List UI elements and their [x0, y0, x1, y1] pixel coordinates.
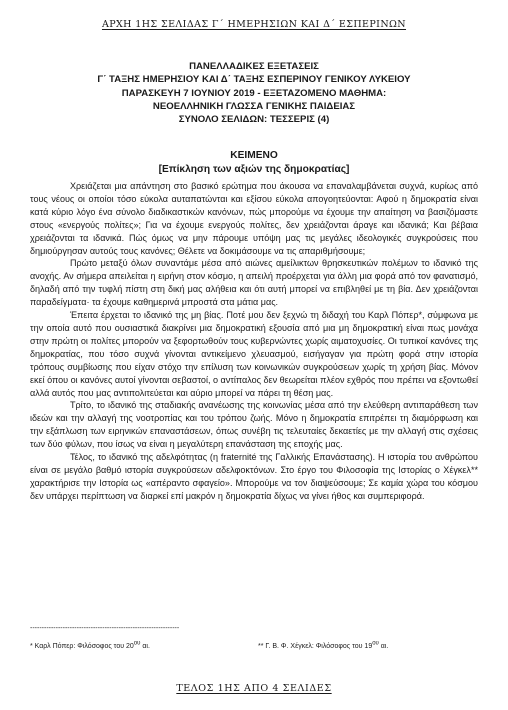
paragraph: Τέλος, το ιδανικό της αδελφότητας (η fraternité της Γαλλικής Επανάστασης). Η ιστορία του ανθρώπου είναι σε μεγάλο βαθμό ιστορία συγκρούσεων αδελφοκτόνων. Στο έργο του Φιλοσοφία της Ιστορίας ο Χέγκελ** χαρακτήρισε την Ιστορία ως «απέραντο σφαγείο». Μπορούμε να τον διαψεύσουμε; Σε καμία χώρα του κόσμου δεν υπάρχει περίπτωση να διαρκεί επί μακρόν η δημοκρατία δίχως να γίνει ήθος και συμπεριφορά. [30, 452, 478, 501]
footnote-popper-sup: ου [133, 640, 141, 647]
section-label: ΚΕΙΜΕΝΟ [230, 150, 278, 161]
footnote-popper-suffix: αι. [140, 643, 150, 650]
title-line-classes: Γ΄ ΤΑΞΗΣ ΗΜΕΡΗΣΙΟΥ ΚΑΙ Δ΄ ΤΑΞΗΣ ΕΣΠΕΡΙΝΟΥ ΓΕΝΙΚΟΥ ΛΥΚΕΙΟΥ [97, 74, 411, 86]
title-line-course: ΝΕΟΕΛΛΗΝΙΚΗ ΓΛΩΣΣΑ ΓΕΝΙΚΗΣ ΠΑΙΔΕΙΑΣ [152, 100, 356, 112]
footnote-separator: ---------------------------------------------------------------- [30, 625, 180, 632]
paragraph: Έπειτα έρχεται το ιδανικό της μη βίας. Ποτέ μου δεν ξεχνώ τη διδαχή του Καρλ Πόπερ*, σύμφωνα με την οποία αυτό που ουσιαστικά διακρίνει μια δημοκρατική εξουσία από μια μη δημοκρατική είναι πως μονάχα στην πρώτη οι πολίτες μπορούν να ξεφορτωθούν τους κυβερνώντες χωρίς αιματοχυσίες. Οι τυπικοί κανόνες της δημοκρατίας, που τόσο συχνά γίνονται αντικείμενο χλευασμού, εισήγαγαν για πρώτη φορά στην ιστορία τρόπους συμβίωσης που είχαν στόχο την επίλυση των κοινωνικών συγκρούσεων χωρίς τη χρήση βίας. Μόνον εκεί όπου οι κανόνες αυτοί γίνονται σεβαστοί, ο αντίπαλος δεν θεωρείται πλέον εχθρός που πρέπει να εξοντωθεί αλλά αυτός που μας αντιπολιτεύεται και αύριο μπορεί να πάρει τη θέση μας. [30, 310, 478, 398]
footnote-hegel [258, 640, 389, 650]
page-footer: ΤΕΛΟΣ 1ΗΣ ΑΠΟ 4 ΣΕΛΙΔΕΣ [176, 683, 332, 694]
footnote-popper-text: * Καρλ Πόπερ: Φιλόσοφος του 20 [30, 643, 134, 650]
title-line-page-count: ΣΥΝΟΛΟ ΣΕΛΙΔΩΝ: ΤΕΣΣΕΡΙΣ (4) [178, 114, 330, 126]
footnote-hegel-text: ** Γ. Β. Φ. Χέγκελ: Φιλόσοφος του 19 [258, 643, 373, 650]
footnote-hegel-sup: ου [372, 640, 379, 647]
footnote-popper [30, 640, 150, 650]
page-header: ΑΡΧΗ 1ΗΣ ΣΕΛΙΔΑΣ Γ΄ ΗΜΕΡΗΣΙΩΝ ΚΑΙ Δ΄ ΕΣΠΕΡΙΝΩΝ [101, 19, 407, 30]
exam-title-block [0, 60, 508, 126]
section-subtitle: [Επίκληση των αξιών της δημοκρατίας] [158, 164, 350, 175]
footnote-hegel-suffix: αι. [378, 643, 389, 650]
title-line-exams: ΠΑΝΕΛΛΑΔΙΚΕΣ ΕΞΕΤΑΣΕΙΣ [189, 61, 319, 72]
title-line-date-subject: ΠΑΡΑΣΚΕΥΗ 7 ΙΟΥΝΙΟΥ 2019 - ΕΞΕΤΑΖΟΜΕΝΟ ΜΑΘΗΜΑ: [121, 87, 387, 99]
text-body [30, 180, 478, 503]
paragraph: Τρίτο, το ιδανικό της σταδιακής ανανέωσης της κοινωνίας μέσα από την ελεύθερη αντιπαράθεση των ιδεών και την αλλαγή της νοοτροπίας και του τρόπου ζωής. Μόνο η δημοκρατία επιτρέπει τη διαμόρφωση και την εξάπλωση των ειρηνικών επαναστάσεων, όπως συνέβη τις τελευταίες δεκαετίες με την αλλαγή στις σχέσεις των δύο φύλων, που ίσως να είναι η μεγαλύτερη επανάσταση της εποχής μας. [30, 400, 478, 450]
paragraph: Πρώτο μεταξύ όλων συναντάμε μέσα από αιώνες αμείλικτων θρησκευτικών πολέμων το ιδανικό της ανοχής. Αν σήμερα απειλείται η ειρήνη στον κόσμο, η απειλή προέρχεται για άλλη μια φορά από τον φανατισμό, δηλαδή από την τυφλή πίστη στη δική μας αλήθεια και ότι αυτή μπορεί να επιβληθεί με τη βία. Δεν χρειάζονται παραδείγματα· τα έχουμε καθημερινά μπροστά στα μάτια μας. [30, 258, 478, 308]
section-heading [0, 149, 508, 177]
paragraph: Χρειάζεται μια απάντηση στο βασικό ερώτημα που άκουσα να επαναλαμβάνεται συχνά, κυρίως από τους νέους οι οποίοι τόσο εύκολα αυταπατώνται και εξίσου εύκολα απογοητεύονται: Αφού η δημοκρατία είναι κατά κύριο λόγο ένα σύνολο διαδικαστικών κανόνων, πώς μπορούμε να έχουμε την απαίτηση να βασιζόμαστε στους «ενεργούς πολίτες»; Για να έχουμε ενεργούς πολίτες, δεν χρειάζονται άραγε και ιδανικά; Και βέβαια χρειάζονται τα ιδανικά. Πώς όμως να μην πάρουμε υπόψη μας τις μεγάλες ιδεολογικές συγκρούσεις που δημιούργησαν αυτούς τους κανόνες; Θέλετε να δοκιμάσουμε να τις απαριθμήσουμε; [30, 181, 478, 256]
